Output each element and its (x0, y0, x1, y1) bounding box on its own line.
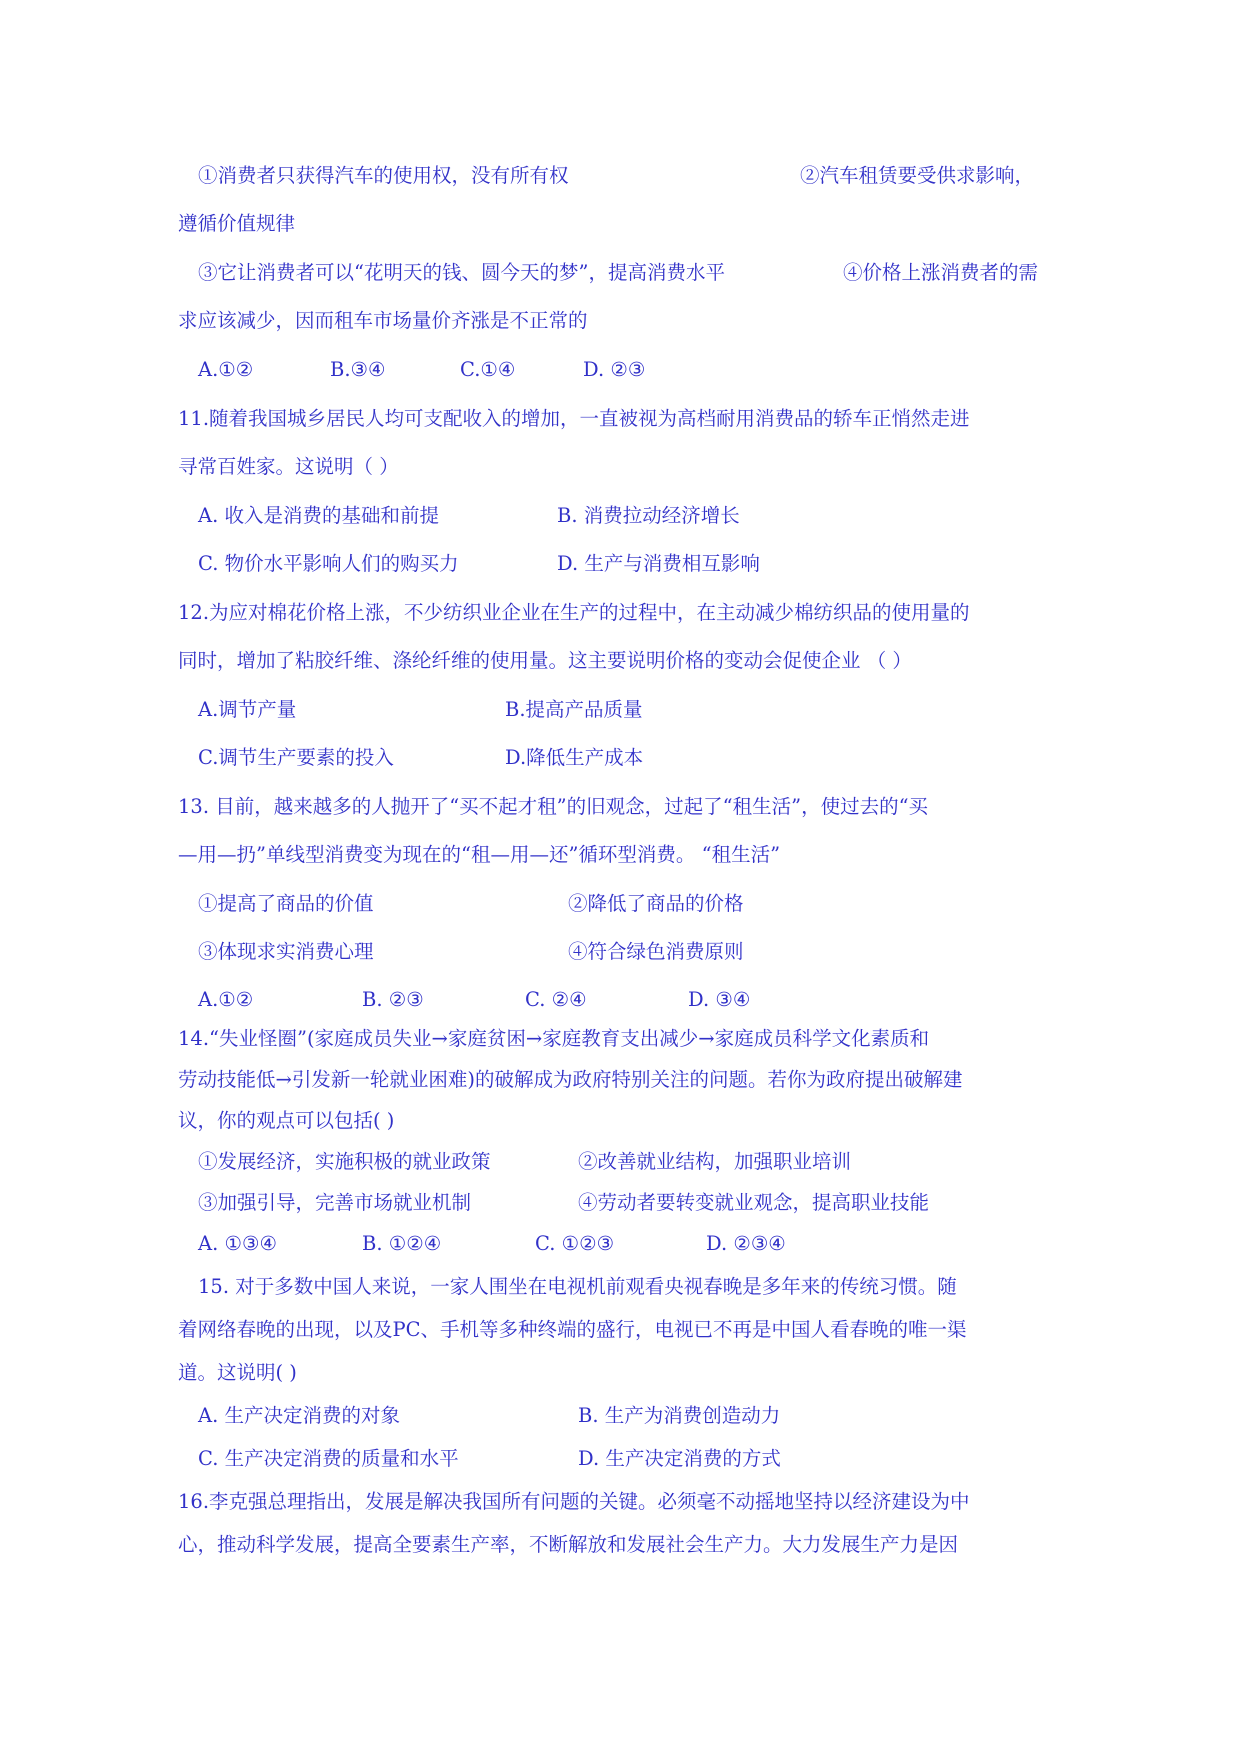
q10-option-b: B.③④ (330, 358, 386, 381)
q13-statement-3: ③体现求实消费心理 (198, 940, 374, 963)
q14-option-c: C. ①②③ (535, 1232, 615, 1255)
q13-option-b: B. ②③ (362, 988, 424, 1011)
q16-stem-line-1: 16.李克强总理指出，发展是解决我国所有问题的关键。必须毫不动摇地坚持以经济建设为中 (178, 1490, 970, 1513)
q12-option-a: A.调节产量 (198, 698, 297, 721)
q10-option-d: D. ②③ (583, 358, 646, 381)
q12-option-d: D.降低生产成本 (505, 746, 644, 769)
q12-option-b: B.提高产品质量 (505, 698, 643, 721)
q15-stem-line-3: 道。这说明( ) (178, 1361, 297, 1384)
q13-stem-line-1: 13. 目前，越来越多的人抛开了“买不起才租”的旧观念，过起了“租生活”，使过去的“买 (178, 795, 929, 818)
q12-stem-line-1: 12.为应对棉花价格上涨，不少纺织业企业在生产的过程中，在主动减少棉纺织品的使用量的 (178, 601, 970, 624)
q10-statement-4: ④价格上涨消费者的需 (843, 261, 1039, 284)
q10-statement-3: ③它让消费者可以“花明天的钱、圆今天的梦”，提高消费水平 (198, 261, 725, 284)
q14-statement-4: ④劳动者要转变就业观念，提高职业技能 (578, 1191, 930, 1214)
q13-statement-2: ②降低了商品的价格 (568, 892, 744, 915)
q14-option-b: B. ①②④ (362, 1232, 442, 1255)
q13-option-a: A.①② (198, 988, 254, 1011)
q11-option-a: A. 收入是消费的基础和前提 (198, 504, 439, 527)
q14-statement-2: ②改善就业结构，加强职业培训 (578, 1150, 852, 1173)
q11-stem-line-1: 11.随着我国城乡居民人均可支配收入的增加，一直被视为高档耐用消费品的轿车正悄然走进 (178, 407, 970, 430)
q13-stem-line-2: —用—扔”单线型消费变为现在的“租—用—还”循环型消费。 “租生活” (178, 843, 781, 866)
q15-stem-line-1: 15. 对于多数中国人来说，一家人围坐在电视机前观看央视春晚是多年来的传统习惯。随 (198, 1275, 957, 1298)
q13-option-d: D. ③④ (688, 988, 751, 1011)
q12-option-c: C.调节生产要素的投入 (198, 746, 394, 769)
q14-option-d: D. ②③④ (706, 1232, 786, 1255)
q14-stem-line-1: 14.“失业怪圈”(家庭成员失业→家庭贫困→家庭教育支出减少→家庭成员科学文化素质和 (178, 1027, 930, 1050)
q13-option-c: C. ②④ (525, 988, 587, 1011)
q10-option-a: A.①② (198, 358, 254, 381)
q15-option-b: B. 生产为消费创造动力 (578, 1404, 781, 1427)
q14-stem-line-2: 劳动技能低→引发新一轮就业困难)的破解成为政府特别关注的问题。若你为政府提出破解建 (178, 1068, 963, 1091)
q10-statement-4-cont: 求应该减少，因而租车市场量价齐涨是不正常的 (178, 309, 588, 332)
q13-statement-4: ④符合绿色消费原则 (568, 940, 744, 963)
q11-option-b: B. 消费拉动经济增长 (557, 504, 740, 527)
q10-statement-2: ②汽车租赁要受供求影响， (800, 164, 1035, 187)
q14-statement-1: ①发展经济，实施积极的就业政策 (198, 1150, 491, 1173)
q12-stem-line-2: 同时，增加了粘胶纤维、涤纶纤维的使用量。这主要说明价格的变动会促使企业 （ ） (178, 649, 912, 672)
q15-option-a: A. 生产决定消费的对象 (198, 1404, 400, 1427)
q11-option-c: C. 物价水平影响人们的购买力 (198, 552, 459, 575)
q16-stem-line-2: 心，推动科学发展，提高全要素生产率，不断解放和发展社会生产力。大力发展生产力是因 (178, 1533, 959, 1556)
q14-option-a: A. ①③④ (198, 1232, 277, 1255)
q14-statement-3: ③加强引导，完善市场就业机制 (198, 1191, 472, 1214)
q15-option-d: D. 生产决定消费的方式 (578, 1447, 781, 1470)
q10-statement-1: ①消费者只获得汽车的使用权，没有所有权 (198, 164, 569, 187)
q14-stem-line-3: 议，你的观点可以包括( ) (178, 1109, 395, 1132)
q13-statement-1: ①提高了商品的价值 (198, 892, 374, 915)
q15-stem-line-2: 着网络春晚的出现，以及PC、手机等多种终端的盛行，电视已不再是中国人看春晚的唯一渠 (178, 1318, 967, 1341)
q15-option-c: C. 生产决定消费的质量和水平 (198, 1447, 459, 1470)
q11-option-d: D. 生产与消费相互影响 (557, 552, 760, 575)
q10-option-c: C.①④ (460, 358, 516, 381)
q10-statement-2-cont: 遵循价值规律 (178, 212, 296, 235)
q11-stem-line-2: 寻常百姓家。这说明（ ） (178, 455, 399, 478)
